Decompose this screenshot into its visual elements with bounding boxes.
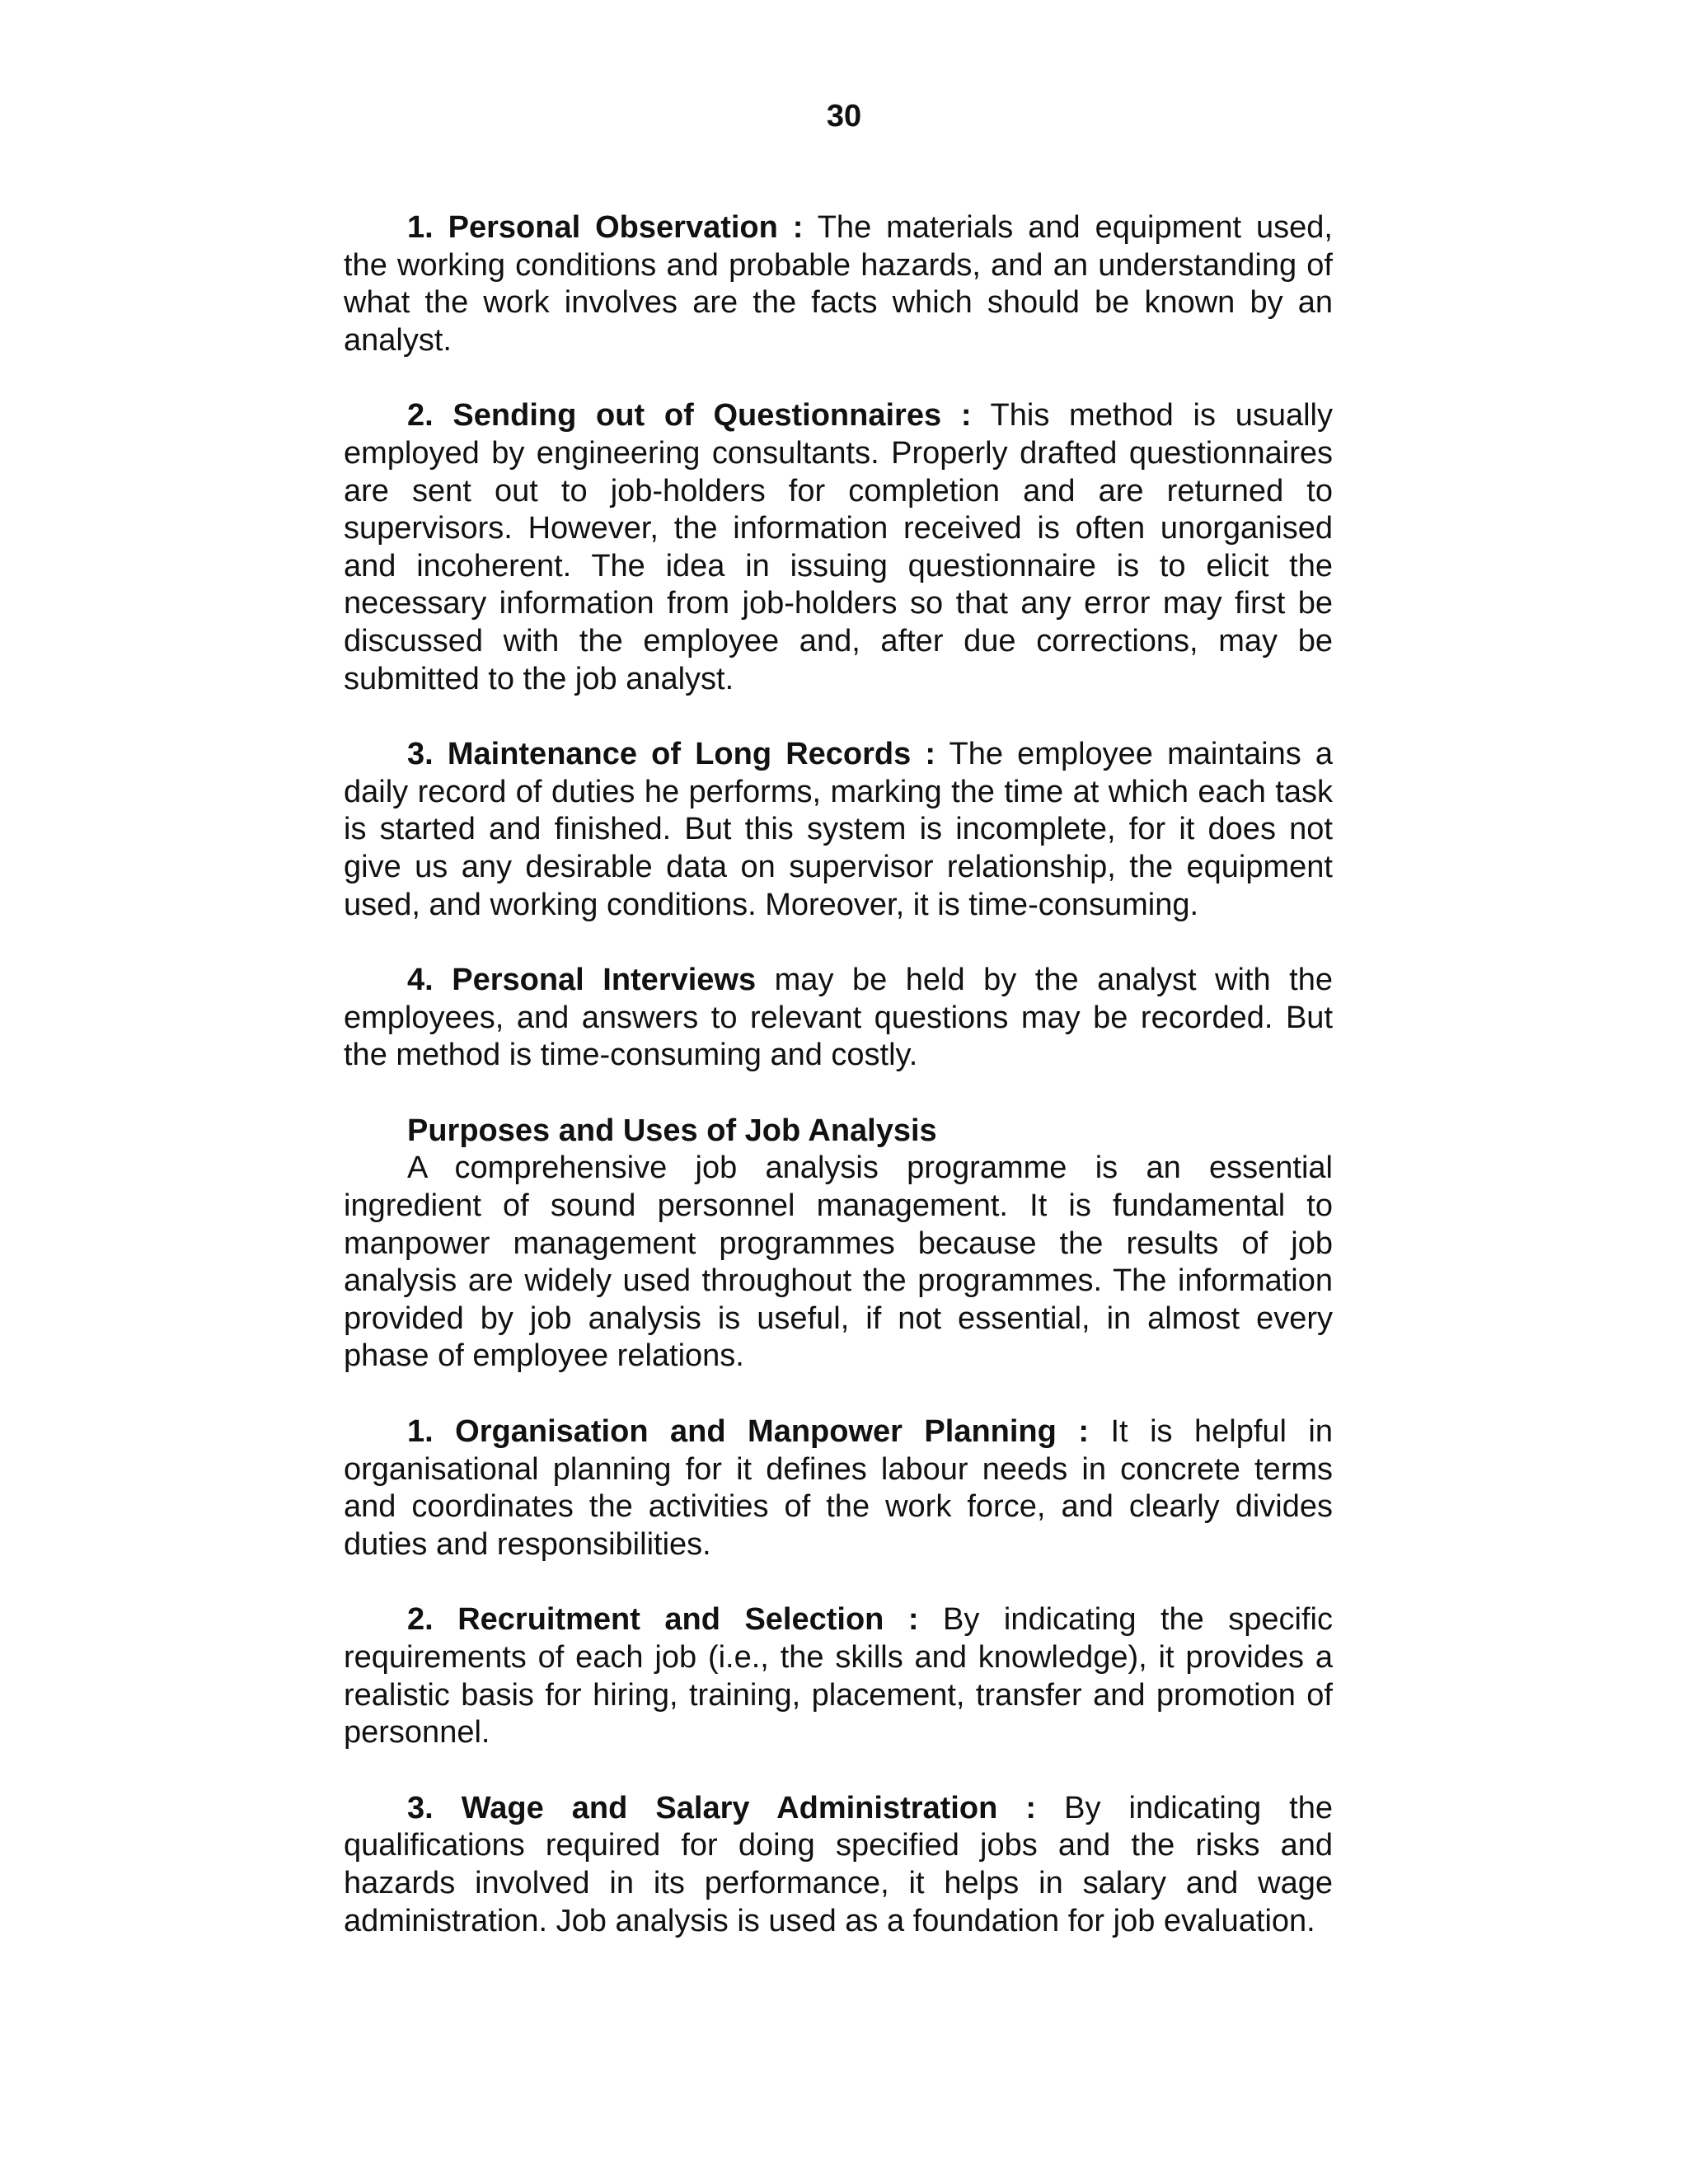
method-title: 1. Personal Observation :	[407, 210, 804, 245]
use-title: 2. Recruitment and Selection :	[407, 1602, 919, 1638]
use-title: 1. Organisation and Manpower Planning :	[407, 1414, 1089, 1450]
method-title: 2. Sending out of Questionnaires :	[407, 398, 972, 434]
method-text: The materials and equipment used, the working conditions and probable hazards, and an understanding of what the work involves are the facts which should be known by an analyst.	[344, 210, 1333, 358]
use-paragraph-wage-salary	[344, 1790, 1333, 1940]
method-paragraph-long-records	[344, 736, 1333, 924]
page-body	[344, 209, 1333, 1978]
method-title: 3. Maintenance of Long Records :	[407, 737, 936, 772]
method-text: This method is usually employed by engineering consultants. Properly drafted questionnaires are sent out to job-holders for completion and are returned to supervisors. However, the information received is often unorganised and incoherent. The idea in issuing questionnaire is to elicit the necessary information from job-holders so that any error may first be discussed with the employee and, after due corrections, may be submitted to the job analyst.	[344, 398, 1333, 696]
use-paragraph-recruitment-selection	[344, 1601, 1333, 1751]
use-title: 3. Wage and Salary Administration :	[407, 1790, 1037, 1825]
method-paragraph-personal-observation	[344, 209, 1333, 359]
use-paragraph-organisation-planning	[344, 1413, 1333, 1563]
section-heading: Purposes and Uses of Job Analysis	[407, 1113, 937, 1148]
method-text: The employee maintains a daily record of duties he performs, marking the time at which each task is started and finished. But this system is incomplete, for it does not give us any desirable data on supervisor relationship, the equipment used, and working conditions. Moreover, it is time-consuming.	[344, 737, 1333, 922]
use-text: It is helpful in organisational planning for it defines labour needs in concrete terms and coordinates the activities of the work force, and clearly divides duties and responsibilities.	[344, 1414, 1334, 1562]
method-text: may be held by the analyst with the employees, and answers to relevant questions may be recorded. But the method is time-consuming and costly.	[344, 963, 1333, 1073]
page-number: 30	[826, 99, 862, 134]
method-title: 4. Personal Interviews	[407, 963, 757, 998]
section-intro-paragraph: A comprehensive job analysis programme is an essential ingredient of sound personnel management. It is fundamental to manpower management programmes because the results of job analysis are widely used throughout the programmes. The information provided by job analysis is useful, if not essential, in almost every phase of employee relations.	[344, 1151, 1333, 1374]
method-paragraph-questionnaires	[344, 397, 1333, 698]
use-text: By indicating the qualifications required for doing specified jobs and the risks and hazards involved in its performance, it helps in salary and wage administration. Job analysis is used as a foundation for job evaluation.	[344, 1790, 1333, 1938]
use-text: By indicating the specific requirements of each job (i.e., the skills and knowledge), it provides a realistic basis for hiring, training, placement, transfer and promotion of personnel.	[344, 1602, 1333, 1750]
method-paragraph-personal-interviews	[344, 962, 1333, 1075]
